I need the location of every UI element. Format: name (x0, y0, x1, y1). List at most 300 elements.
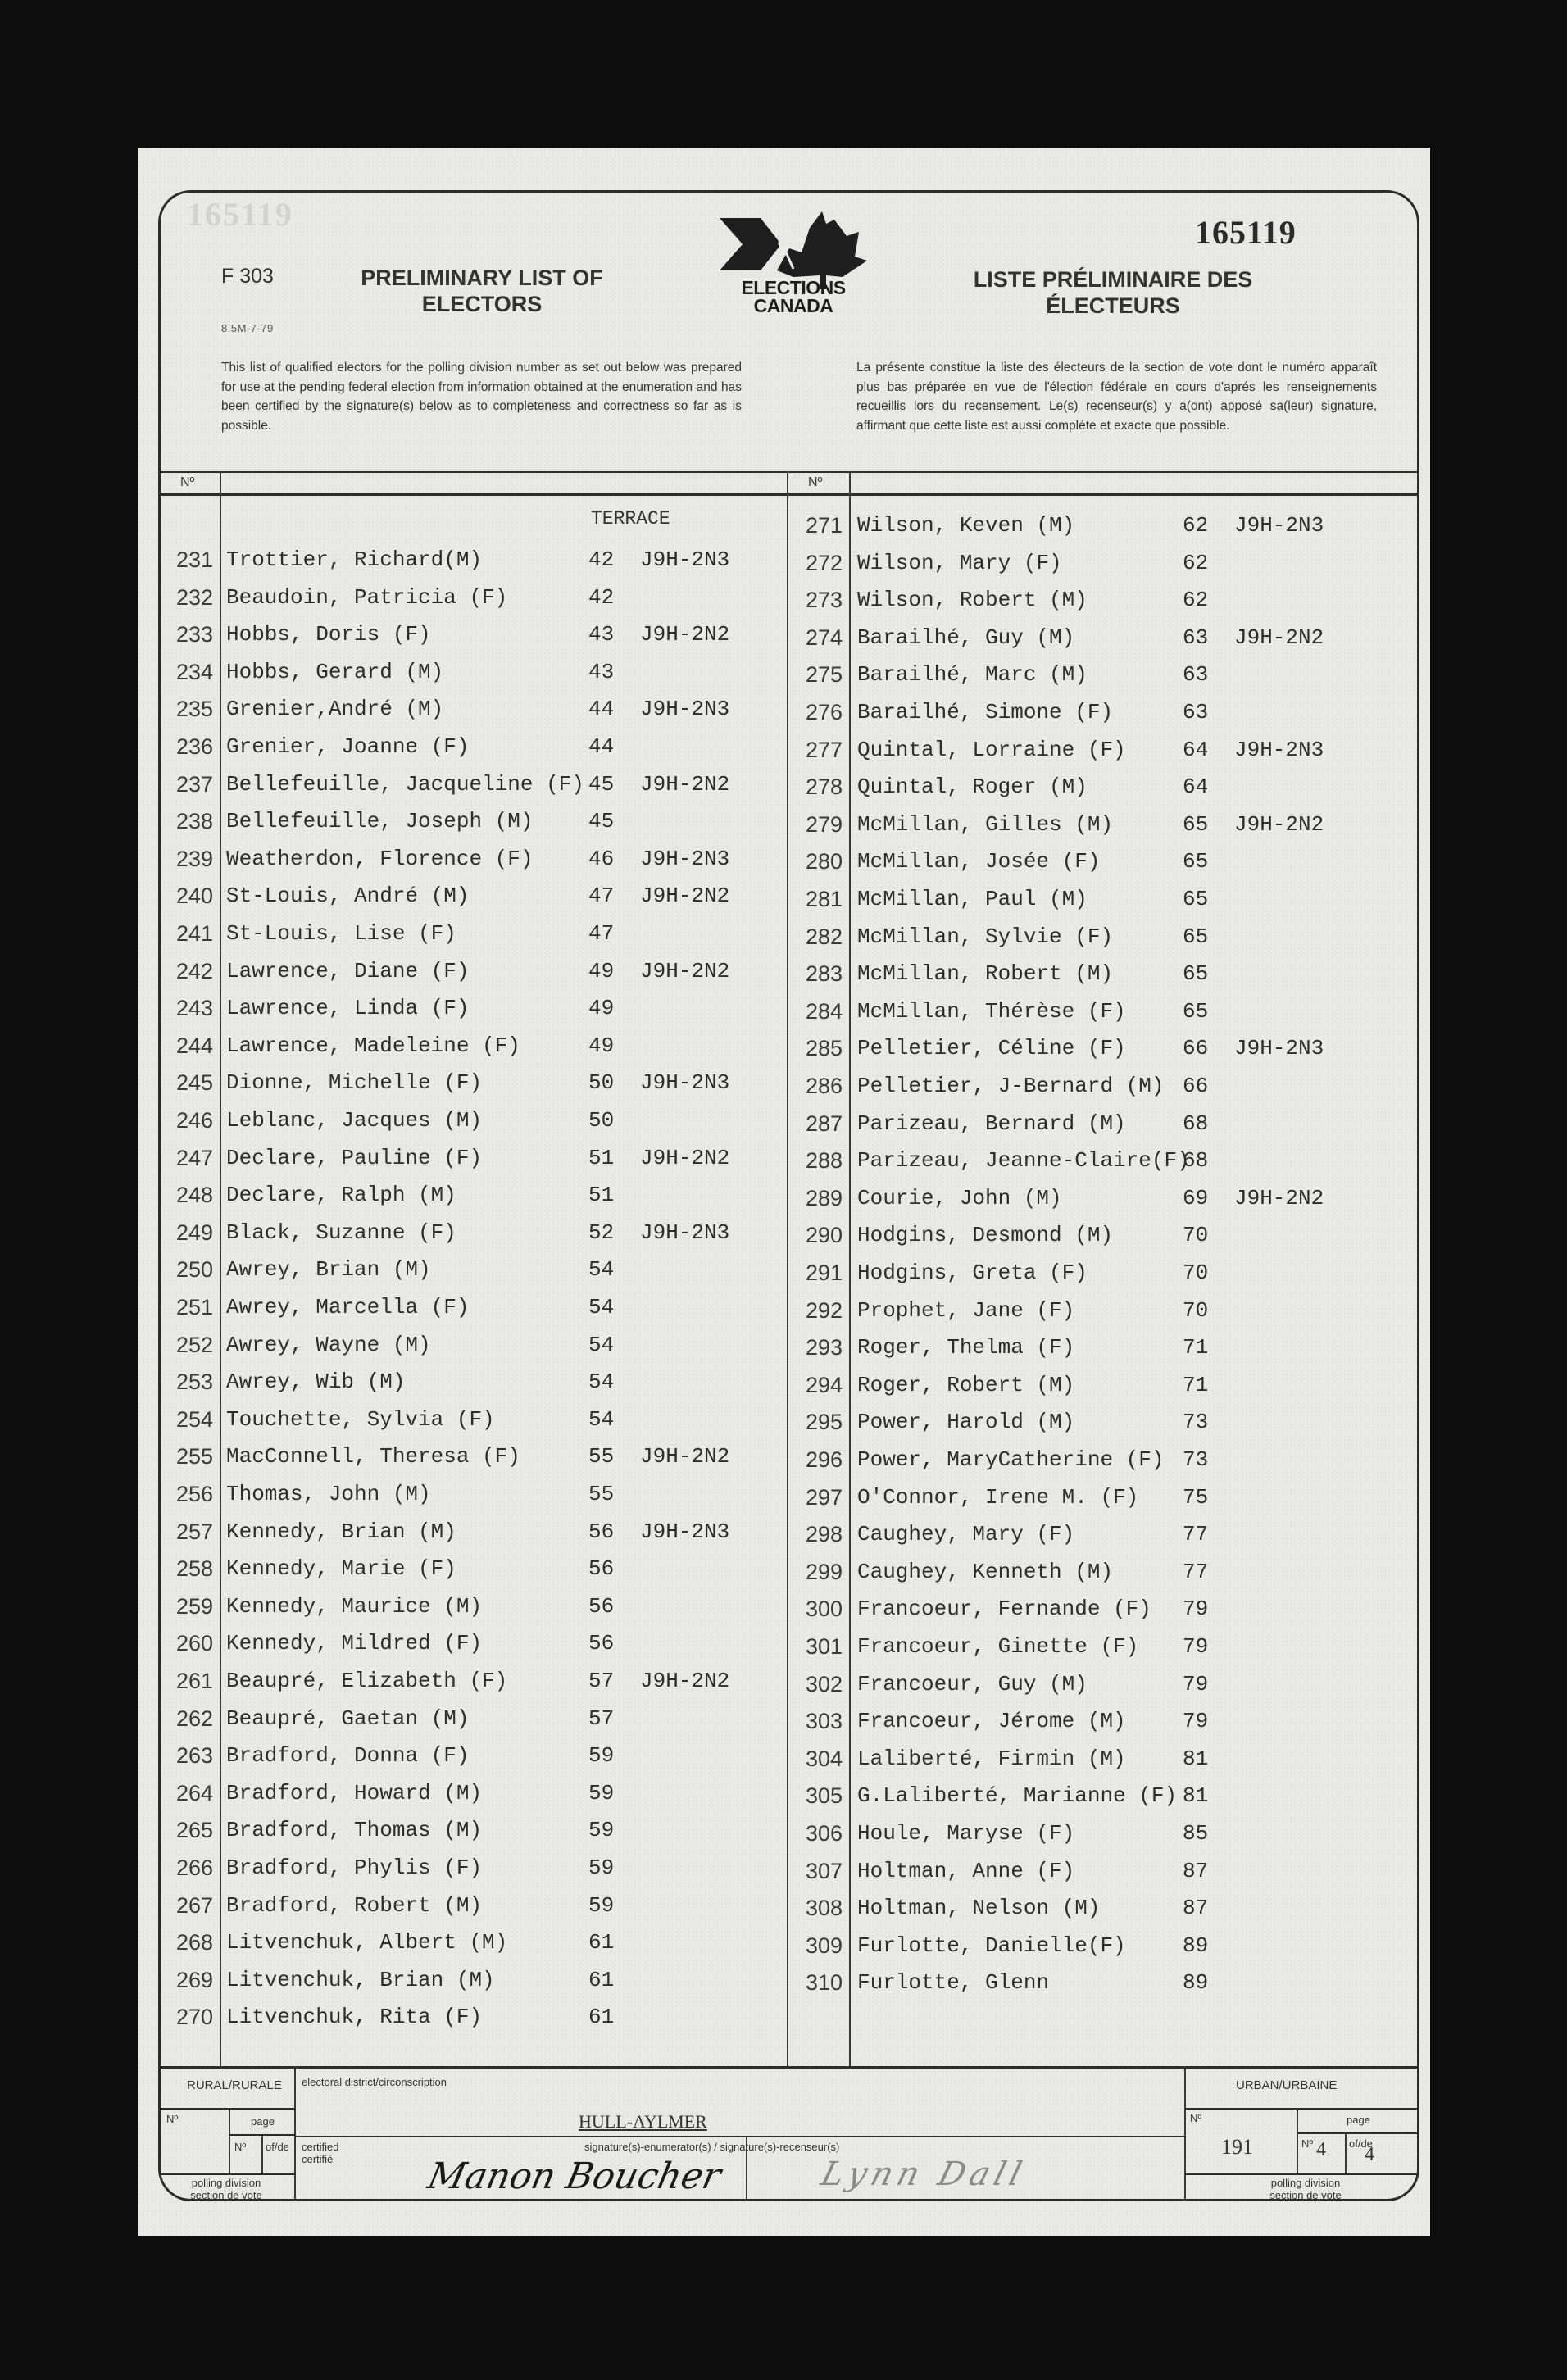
elector-address-number: 59 (588, 1780, 615, 1805)
elector-name: Wilson, Mary (F) (857, 550, 1062, 575)
elector-address-number: 71 (1183, 1372, 1209, 1397)
elector-address-number: 50 (588, 1070, 615, 1096)
elector-row (162, 622, 785, 658)
elector-address-number: 75 (1183, 1484, 1209, 1510)
elector-address-number: 59 (588, 1892, 615, 1918)
elector-address-number: 54 (588, 1406, 615, 1432)
elector-postal-code: J9H-2N3 (640, 1519, 730, 1544)
elector-name: Awrey, Wayne (M) (226, 1332, 431, 1357)
elector-number: 297 (805, 1484, 843, 1510)
elector-number: 291 (805, 1260, 843, 1285)
elector-name: Beaudoin, Patricia (F) (226, 584, 508, 610)
elector-row (162, 921, 785, 957)
elector-row (792, 1783, 1415, 1819)
footer-top-rule (161, 2066, 1417, 2069)
rural-no-label: Nº (166, 2113, 179, 2125)
elector-address-number: 44 (588, 697, 615, 722)
elector-postal-code: J9H-2N3 (640, 547, 730, 572)
rural-header-rule (161, 2108, 296, 2110)
elector-number: 306 (805, 1821, 843, 1846)
district-rule (296, 2136, 1185, 2137)
elector-name: St-Louis, André (M) (226, 883, 470, 909)
serial-number: 165119 (1195, 214, 1297, 251)
elector-postal-code: J9H-2N2 (640, 622, 730, 647)
elector-address-number: 79 (1183, 1634, 1209, 1659)
urban-no-divider (1297, 2108, 1298, 2173)
elector-name: Power, MaryCatherine (F) (857, 1447, 1165, 1472)
elector-address-number: 61 (588, 1967, 615, 1992)
elector-address-number: 56 (588, 1519, 615, 1544)
elector-number: 308 (805, 1896, 843, 1921)
elector-address-number: 59 (588, 1855, 615, 1880)
elector-name: Bradford, Robert (M) (226, 1892, 483, 1918)
elector-number: 298 (805, 1522, 843, 1547)
elector-name: Dionne, Michelle (F) (226, 1070, 483, 1096)
intro-text-english: This list of qualified electors for the polling division number as set out below was prepared for use at the pending federal election from information obtained at the enumeration and has been certified by the signature(s) below as to completeness and correctness so far as is possible. (221, 361, 742, 433)
intro-text-french: La présente constitue la liste des électeurs de la section de vote dont le numéro apparaît plus bas préparée en vue de l'élection fédérale en cours d'aprés les renseignements recueillis lors du recensement. Le(s) recenseur(s) y a(ont) apposé sa(leur) signature, affirmant que cette liste est aussi compléte et exacte que possible. (856, 361, 1377, 433)
elector-row (162, 585, 785, 621)
urban-page-total: 4 (1365, 2144, 1374, 2165)
elector-name: Furlotte, Danielle(F) (857, 1933, 1126, 1958)
title-french-line1: LISTE PRÉLIMINAIRE DES (973, 267, 1253, 292)
elector-number: 303 (805, 1709, 843, 1734)
elector-number: 305 (805, 1783, 843, 1809)
elector-address-number: 66 (1183, 1074, 1209, 1098)
rural-page-rule (229, 2134, 296, 2136)
elector-address-number: 55 (588, 1482, 615, 1506)
elector-row (162, 1108, 785, 1144)
elector-row (792, 1522, 1415, 1558)
elector-number: 265 (175, 1818, 213, 1843)
elector-row (792, 1821, 1415, 1857)
elector-number: 310 (805, 1970, 843, 1996)
elector-number: 271 (805, 513, 843, 538)
elector-number: 274 (805, 625, 843, 650)
elector-name: Beaupré, Elizabeth (F) (226, 1669, 508, 1693)
elector-address-number: 65 (1183, 811, 1209, 837)
elector-name: Roger, Robert (M) (857, 1372, 1075, 1397)
rural-label: RURAL/RURALE (187, 2078, 282, 2092)
elector-number: 251 (175, 1295, 213, 1319)
enumerator-signature-1: Manon Boucher (424, 2155, 725, 2197)
elector-name: Kennedy, Marie (F) (226, 1556, 456, 1582)
elector-number: 240 (175, 883, 213, 909)
elector-row (162, 1146, 785, 1182)
elector-row (162, 1183, 785, 1219)
elector-address-number: 56 (588, 1631, 615, 1656)
elector-address-number: 52 (588, 1220, 615, 1245)
elector-name: Power, Harold (M) (857, 1410, 1075, 1435)
elector-address-number: 79 (1183, 1597, 1209, 1622)
elector-row (162, 1444, 785, 1480)
elector-number: 272 (805, 550, 843, 575)
elector-number: 248 (175, 1183, 213, 1208)
elector-row (792, 625, 1415, 661)
elector-address-number: 42 (588, 584, 615, 610)
elector-name: Barailhé, Guy (M) (857, 625, 1075, 650)
elector-number: 236 (175, 734, 213, 759)
elector-name: Hodgins, Desmond (M) (857, 1223, 1114, 1248)
elector-name: Awrey, Marcella (F) (226, 1295, 470, 1319)
elector-number: 245 (175, 1070, 213, 1096)
elector-postal-code: J9H-2N3 (640, 1220, 730, 1245)
certified-label (302, 2141, 339, 2165)
elector-address-number: 49 (588, 996, 615, 1021)
elector-row (792, 551, 1415, 587)
elector-row (792, 849, 1415, 885)
elector-name: Furlotte, Glenn (857, 1970, 1050, 1996)
elector-name: Trottier, Richard(M) (226, 547, 483, 572)
elector-address-number: 55 (588, 1444, 615, 1469)
elector-number: 281 (805, 887, 843, 911)
elector-name: Barailhé, Simone (F) (857, 700, 1114, 724)
elector-number: 257 (175, 1519, 213, 1544)
elector-number: 286 (805, 1074, 843, 1098)
elector-name: Parizeau, Jeanne-Claire(F) (857, 1148, 1190, 1174)
urban-label: URBAN/URBAINE (1236, 2078, 1338, 2092)
elector-name: Bradford, Thomas (M) (226, 1818, 483, 1843)
elector-row (162, 1369, 785, 1406)
elector-address-number: 68 (1183, 1111, 1209, 1136)
elector-postal-code: J9H-2N3 (1234, 737, 1324, 762)
elector-number: 268 (175, 1930, 213, 1955)
elector-row (162, 1220, 785, 1256)
elections-canada-logo (711, 211, 875, 326)
elector-postal-code: J9H-2N2 (640, 1145, 730, 1170)
elector-address-number: 70 (1183, 1297, 1209, 1323)
urban-polling-line1: polling division (1270, 2177, 1341, 2189)
district-label: electoral district/circonscription (302, 2076, 447, 2088)
elector-row (792, 1933, 1415, 1969)
elector-name: Pelletier, J-Bernard (M) (857, 1074, 1165, 1098)
district-value: HULL-AYLMER (579, 2111, 707, 2132)
rural-page-divider (261, 2135, 263, 2173)
elector-name: Holtman, Anne (F) (857, 1858, 1075, 1883)
elector-number: 260 (175, 1631, 213, 1656)
elector-row (162, 809, 785, 845)
elector-row (162, 1706, 785, 1742)
elector-name: Awrey, Brian (M) (226, 1257, 431, 1283)
elector-address-number: 81 (1183, 1746, 1209, 1771)
elector-row (792, 1410, 1415, 1446)
elector-number: 269 (175, 1967, 213, 1992)
elector-address-number: 64 (1183, 737, 1209, 762)
elector-number: 246 (175, 1108, 213, 1133)
elector-number: 237 (175, 771, 213, 797)
elector-row (162, 1669, 785, 1705)
elector-number: 247 (175, 1145, 213, 1170)
elector-address-number: 89 (1183, 1933, 1209, 1958)
elector-address-number: 65 (1183, 961, 1209, 987)
elector-row (162, 1257, 785, 1293)
elector-name: Prophet, Jane (F) (857, 1297, 1075, 1323)
ghost-serial-number: 165119 (187, 196, 293, 233)
elector-name: MacConnell, Theresa (F) (226, 1444, 520, 1469)
elector-address-number: 68 (1183, 1148, 1209, 1174)
elector-row (162, 1482, 785, 1518)
elector-address-number: 54 (588, 1332, 615, 1357)
elector-address-number: 54 (588, 1257, 615, 1283)
elector-number: 299 (805, 1559, 843, 1584)
elector-postal-code: J9H-2N2 (640, 1669, 730, 1693)
elector-row (162, 772, 785, 808)
elector-row (162, 547, 785, 584)
elector-address-number: 62 (1183, 513, 1209, 538)
elector-name: Francoeur, Guy (M) (857, 1671, 1088, 1696)
elector-number: 242 (175, 958, 213, 983)
elector-address-number: 70 (1183, 1260, 1209, 1285)
urban-page-rule (1297, 2132, 1419, 2134)
elector-address-number: 54 (588, 1295, 615, 1319)
elector-name: Wilson, Robert (M) (857, 588, 1088, 613)
urban-page-no-label: Nº (1301, 2137, 1314, 2150)
elector-name: Quintal, Lorraine (F) (857, 737, 1126, 762)
elector-address-number: 45 (588, 809, 615, 834)
elector-row (792, 1485, 1415, 1521)
elector-address-number: 71 (1183, 1335, 1209, 1360)
elector-row (792, 961, 1415, 997)
elector-address-number: 81 (1183, 1783, 1209, 1809)
elector-number: 255 (175, 1444, 213, 1469)
table-header-rule (161, 493, 1417, 496)
elector-number: 287 (805, 1111, 843, 1136)
elector-number: 282 (805, 924, 843, 949)
elector-row (792, 1111, 1415, 1147)
elector-number: 234 (175, 659, 213, 684)
elector-row (792, 1746, 1415, 1783)
elector-row (792, 1447, 1415, 1483)
elector-name: G.Laliberté, Marianne (F) (857, 1783, 1178, 1809)
elector-address-number: 62 (1183, 588, 1209, 613)
rural-no-divider (229, 2108, 230, 2173)
elector-name: Francoeur, Fernande (F) (857, 1597, 1151, 1622)
title-french (937, 266, 1289, 319)
elector-number: 301 (805, 1634, 843, 1659)
elector-address-number: 65 (1183, 887, 1209, 911)
elector-number: 283 (805, 961, 843, 987)
elector-address-number: 85 (1183, 1821, 1209, 1846)
elector-number: 266 (175, 1855, 213, 1880)
elector-number: 285 (805, 1036, 843, 1061)
elector-address-number: 59 (588, 1818, 615, 1843)
rural-page-label: page (251, 2115, 275, 2128)
urban-page-divider (1345, 2132, 1347, 2173)
elector-address-number: 59 (588, 1743, 615, 1769)
elector-postal-code: J9H-2N2 (640, 1444, 730, 1469)
elector-row (792, 1074, 1415, 1110)
elector-address-number: 42 (588, 547, 615, 572)
elector-number: 261 (175, 1669, 213, 1693)
elector-number: 296 (805, 1447, 843, 1472)
elector-name: Kennedy, Maurice (M) (226, 1593, 483, 1619)
elector-address-number: 57 (588, 1669, 615, 1693)
elector-postal-code: J9H-2N2 (640, 771, 730, 797)
elector-number: 289 (805, 1185, 843, 1210)
elector-address-number: 49 (588, 1033, 615, 1058)
elector-row (792, 1970, 1415, 2006)
elector-row (792, 1597, 1415, 1633)
elector-postal-code: J9H-2N2 (640, 883, 730, 909)
elector-row (792, 1859, 1415, 1895)
elector-row (792, 1260, 1415, 1297)
urban-box-left-edge (1184, 2066, 1186, 2201)
left-number-column-header: Nº (180, 475, 195, 489)
elector-row (792, 1896, 1415, 1932)
elector-name: Awrey, Wib (M) (226, 1369, 406, 1395)
elector-row (162, 847, 785, 883)
rural-polling-line2: section de vote (190, 2189, 262, 2201)
urban-polling-division-label (1252, 2177, 1359, 2201)
elector-address-number: 50 (588, 1108, 615, 1133)
elector-row (792, 812, 1415, 848)
elector-row (792, 1560, 1415, 1596)
elector-row (162, 1743, 785, 1779)
elector-number: 279 (805, 811, 843, 837)
elector-name: O'Connor, Irene M. (F) (857, 1484, 1139, 1510)
elector-row (162, 1818, 785, 1854)
elector-address-number: 45 (588, 771, 615, 797)
elector-address-number: 56 (588, 1556, 615, 1582)
elector-row (162, 1033, 785, 1070)
signature-label: signature(s)-enumerator(s) / signature(s)-recenseur(s) (584, 2141, 840, 2153)
elector-address-number: 87 (1183, 1896, 1209, 1921)
elector-number: 270 (175, 2005, 213, 2030)
elector-name: Lawrence, Madeleine (F) (226, 1033, 520, 1058)
urban-polling-rule (1184, 2173, 1419, 2175)
elector-number: 232 (175, 584, 213, 610)
elector-postal-code: J9H-2N2 (640, 958, 730, 983)
elector-number: 307 (805, 1858, 843, 1883)
urban-polling-line2: section de vote (1269, 2189, 1342, 2201)
elector-row (792, 774, 1415, 811)
urban-page-number: 4 (1316, 2139, 1326, 2160)
elector-name: Wilson, Keven (M) (857, 513, 1075, 538)
elector-name: Thomas, John (M) (226, 1482, 431, 1506)
elector-name: Roger, Thelma (F) (857, 1335, 1075, 1360)
elector-address-number: 77 (1183, 1522, 1209, 1547)
title-french-line2: ÉLECTEURS (1046, 293, 1180, 318)
elector-name: Litvenchuk, Albert (M) (226, 1930, 508, 1955)
elector-address-number: 54 (588, 1369, 615, 1395)
elector-row (792, 1148, 1415, 1184)
elector-name: Houle, Maryse (F) (857, 1821, 1075, 1846)
elector-row (162, 1556, 785, 1592)
elector-address-number: 63 (1183, 700, 1209, 724)
elector-number: 253 (175, 1369, 213, 1395)
elector-name: Bellefeuille, Joseph (M) (226, 809, 534, 834)
elector-name: Weatherdon, Florence (F) (226, 846, 534, 871)
elector-number: 304 (805, 1746, 843, 1771)
scanned-form-page (138, 148, 1430, 2236)
elector-address-number: 65 (1183, 998, 1209, 1024)
elector-number: 293 (805, 1335, 843, 1360)
elector-number: 288 (805, 1148, 843, 1174)
elector-postal-code: J9H-2N2 (1234, 625, 1324, 650)
elector-number: 276 (805, 700, 843, 724)
elector-row (792, 887, 1415, 923)
elector-row (162, 2005, 785, 2041)
table-top-rule (161, 471, 1417, 473)
certified-line1: certified (302, 2141, 339, 2153)
elector-address-number: 62 (1183, 550, 1209, 575)
elector-name: Kennedy, Brian (M) (226, 1519, 456, 1544)
elector-row (162, 1893, 785, 1929)
elector-name: Grenier,André (M) (226, 697, 444, 722)
right-number-column-header: Nº (808, 475, 823, 489)
elector-row (162, 996, 785, 1032)
elector-name: Lawrence, Diane (F) (226, 958, 470, 983)
elector-number: 256 (175, 1482, 213, 1506)
elector-postal-code: J9H-2N3 (640, 846, 730, 871)
elector-address-number: 43 (588, 659, 615, 684)
elector-address-number: 56 (588, 1593, 615, 1619)
urban-header-rule (1184, 2108, 1419, 2110)
elector-name: McMillan, Thérèse (F) (857, 998, 1126, 1024)
elector-address-number: 73 (1183, 1447, 1209, 1472)
elector-address-number: 61 (588, 2005, 615, 2030)
elector-number: 235 (175, 697, 213, 722)
rural-polling-line1: polling division (191, 2177, 261, 2189)
elector-row (792, 513, 1415, 549)
elector-address-number: 87 (1183, 1858, 1209, 1883)
elector-row (792, 924, 1415, 961)
elector-row (162, 1295, 785, 1331)
elector-name: Kennedy, Mildred (F) (226, 1631, 483, 1656)
elector-name: Francoeur, Ginette (F) (857, 1634, 1139, 1659)
urban-page-of-label: of/de (1349, 2137, 1373, 2150)
elector-row (162, 1781, 785, 1817)
elector-address-number: 89 (1183, 1970, 1209, 1996)
elector-postal-code: J9H-2N3 (1234, 513, 1324, 538)
elector-name: McMillan, Robert (M) (857, 961, 1114, 987)
elector-number: 243 (175, 996, 213, 1021)
elector-number: 275 (805, 662, 843, 688)
elector-number: 278 (805, 774, 843, 800)
elector-number: 284 (805, 998, 843, 1024)
elector-address-number: 51 (588, 1183, 615, 1208)
elector-name: Parizeau, Bernard (M) (857, 1111, 1126, 1136)
elector-address-number: 51 (588, 1145, 615, 1170)
elector-name: Holtman, Nelson (M) (857, 1896, 1101, 1921)
elector-address-number: 44 (588, 734, 615, 759)
elector-number: 267 (175, 1892, 213, 1918)
elector-row (162, 697, 785, 733)
rural-polling-rule (161, 2173, 296, 2175)
elector-name: Black, Suzanne (F) (226, 1220, 456, 1245)
title-english (334, 265, 629, 317)
elector-address-number: 64 (1183, 774, 1209, 800)
center-divider (787, 471, 788, 2066)
elector-postal-code: J9H-2N2 (1234, 1185, 1324, 1210)
elector-name: Bradford, Donna (F) (226, 1743, 470, 1769)
elector-address-number: 49 (588, 958, 615, 983)
rural-page-of-label: of/de (266, 2141, 289, 2153)
elector-row (792, 1223, 1415, 1259)
title-english-line1: PRELIMINARY LIST OF (361, 266, 603, 290)
elector-number: 258 (175, 1556, 213, 1582)
elector-name: Hobbs, Gerard (M) (226, 659, 444, 684)
elector-row (792, 1709, 1415, 1745)
elector-row (162, 1594, 785, 1630)
elector-number: 254 (175, 1406, 213, 1432)
elector-number: 263 (175, 1743, 213, 1769)
elector-number: 252 (175, 1332, 213, 1357)
elector-address-number: 73 (1183, 1410, 1209, 1435)
print-code: 8.5M-7-79 (221, 322, 274, 334)
certified-line2: certifié (302, 2153, 334, 2165)
elector-row (792, 1373, 1415, 1409)
elector-number: 309 (805, 1933, 843, 1958)
